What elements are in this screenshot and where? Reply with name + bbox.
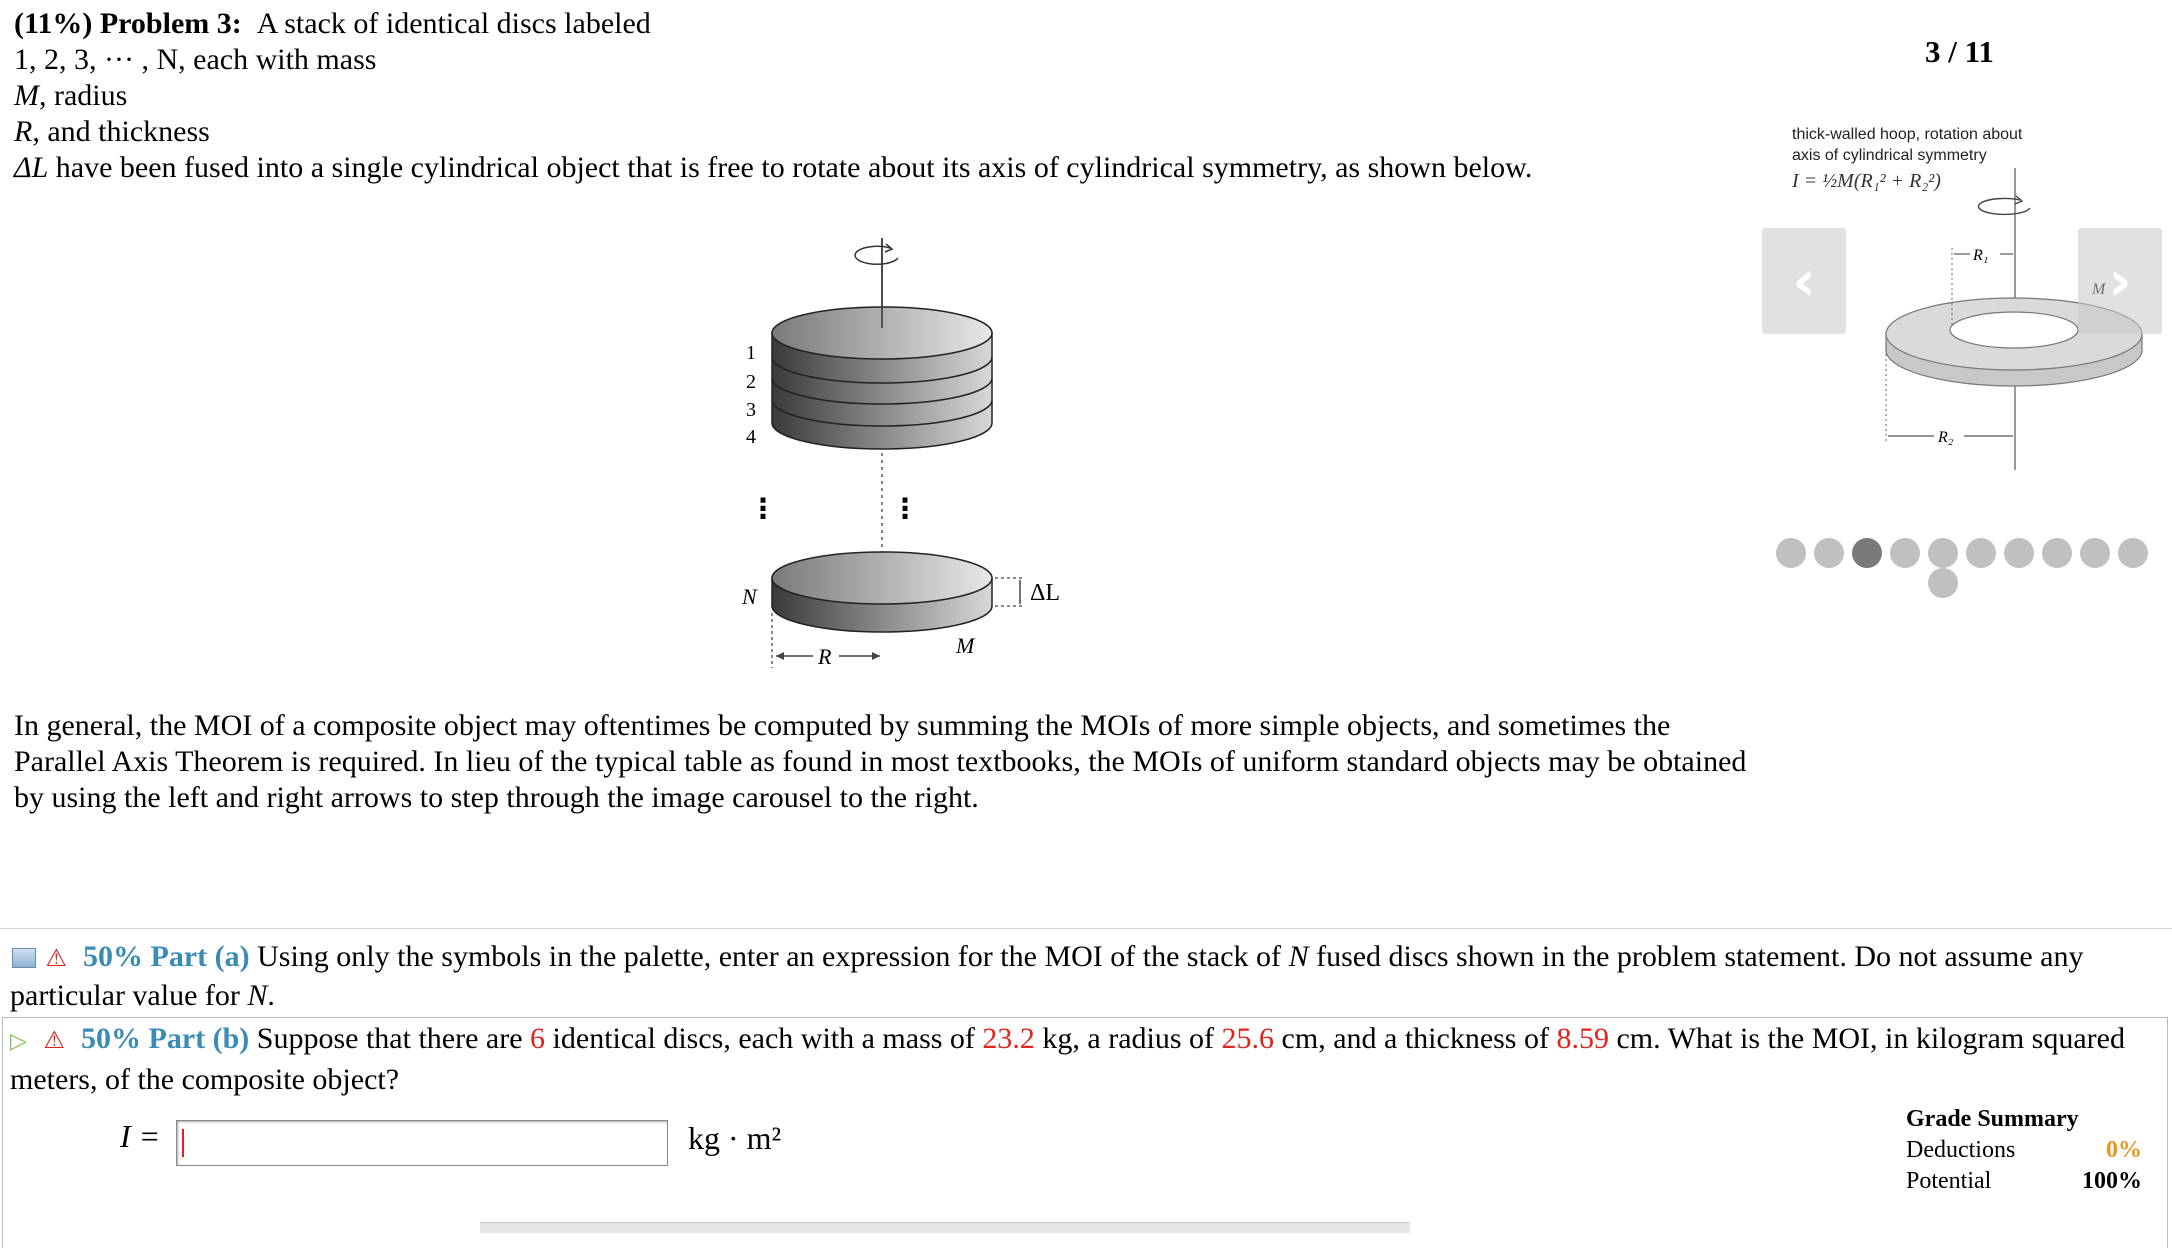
carousel-dot[interactable] <box>1928 538 1958 568</box>
thickness-label: ΔL <box>1030 580 1061 606</box>
carousel-dot[interactable] <box>1966 538 1996 568</box>
carousel-dot[interactable] <box>1890 538 1920 568</box>
problem-percent: (11%) <box>14 7 93 40</box>
grade-summary-title: Grade Summary <box>1906 1106 2079 1132</box>
part-b-text: identical discs, each with a mass of <box>552 1022 975 1055</box>
problem-intro: A stack of identical discs labeled <box>256 7 651 40</box>
disc-stack-top <box>772 307 992 449</box>
moi-image-carousel <box>1760 118 2170 608</box>
potential-label: Potential <box>1906 1168 1992 1194</box>
disc-n <box>772 552 992 632</box>
page-counter: 3 / 11 <box>1925 34 1994 69</box>
caption-line: thick-walled hoop, rotation about <box>1792 126 2023 143</box>
part-b-text: cm, and a thickness of <box>1281 1022 1549 1055</box>
caption-line: axis of cylindrical symmetry <box>1792 147 1987 164</box>
part-a-text-1: Using only the symbols in the palette, enter an expression for the MOI of the stack of <box>257 940 1282 973</box>
part-b-text: kg, a radius of <box>1042 1022 1215 1055</box>
vertical-dots: ⋮ <box>891 492 919 525</box>
disc-stack-figure <box>720 228 1100 678</box>
carousel-dot[interactable] <box>1852 538 1882 568</box>
carousel-dots <box>1760 538 2170 608</box>
potential-value: 100% <box>2082 1168 2142 1194</box>
potential-row <box>1906 1166 2142 1197</box>
disc-label-sequence: 1, 2, 3, ··· , N <box>14 43 179 76</box>
carousel-dot[interactable] <box>2118 538 2148 568</box>
carousel-dot[interactable] <box>1814 538 1844 568</box>
section-divider <box>0 928 2172 929</box>
warning-icon: ⚠ <box>45 944 68 972</box>
radius-value: 25.6 <box>1221 1022 1275 1055</box>
answer-label-text: I = <box>120 1118 161 1154</box>
warning-icon: ⚠ <box>43 1026 66 1054</box>
part-b-heading: 50% Part (b) <box>81 1022 250 1055</box>
vertical-dots: ⋮ <box>749 492 777 525</box>
carousel-formula: I = ½M(R₁² + R₂²) <box>1792 170 1941 192</box>
carousel-dot[interactable] <box>1928 568 1958 598</box>
disc-label: 3 <box>746 399 756 421</box>
carousel-dot[interactable] <box>2042 538 2072 568</box>
disc-count-value: 6 <box>530 1022 546 1055</box>
thickness-text: , and thickness <box>32 115 210 148</box>
part-b-text: Suppose that there are <box>256 1022 523 1055</box>
answer-input[interactable] <box>176 1120 668 1166</box>
mass-symbol: M <box>14 79 39 112</box>
problem-sentence-end: have been fused into a single cylindrical object that is free to rotate about its axis of cylindrical symmetry, as shown below. <box>55 151 1533 184</box>
mass-value: 23.2 <box>982 1022 1035 1055</box>
part-a <box>10 938 2160 1015</box>
period: . <box>267 979 275 1012</box>
answer-unit: kg · m² <box>688 1120 782 1156</box>
part-b-text: cm. What is the MOI, in kilogram squared meters, of the composite object? <box>10 1022 2125 1096</box>
part-a-heading: 50% Part (a) <box>83 940 250 973</box>
disc-label: 2 <box>746 371 756 393</box>
dimension-r-label: R <box>818 644 832 669</box>
carousel-prev-button[interactable]: ‹ <box>1762 228 1846 334</box>
disc-label: 4 <box>746 426 756 448</box>
answer-label <box>120 1118 160 1155</box>
disc-label: 1 <box>746 342 756 364</box>
disc-label: N <box>742 584 757 609</box>
deductions-value: 0% <box>2106 1137 2142 1163</box>
thickness-symbol: ΔL <box>14 151 49 184</box>
symbol-palette-toolbar[interactable] <box>480 1222 1410 1233</box>
carousel-dot[interactable] <box>1776 538 1806 568</box>
part-b <box>10 1020 2160 1099</box>
expand-arrow-icon[interactable]: ▷ <box>10 1029 27 1054</box>
deductions-label: Deductions <box>1906 1137 2016 1163</box>
problem-statement <box>14 6 1774 186</box>
symbol-n: N <box>247 979 268 1012</box>
general-moi-text: In general, the MOI of a composite object may oftentimes be computed by summing the MOIs of more simple objects, and sometimes the Parallel Axis Theorem is required. In lieu of the typical table as found in most textbooks, the MOIs of uniform standard objects may be obtained by using the left and right arrows to step through the image carousel to the right. <box>14 709 1747 814</box>
carousel-dot[interactable] <box>2004 538 2034 568</box>
radius-text: , radius <box>39 79 128 112</box>
radius-symbol: R <box>14 115 33 148</box>
carousel-next-button[interactable]: › <box>2078 228 2162 334</box>
each-with-mass-text: , each with mass <box>178 43 377 76</box>
text-caret <box>182 1129 184 1157</box>
problem-label: Problem 3: <box>99 7 242 40</box>
grade-summary <box>1906 1104 2142 1197</box>
mass-label: M <box>956 633 975 658</box>
carousel-dot[interactable] <box>2080 538 2110 568</box>
label-r2: R₂ <box>1938 429 1954 446</box>
deductions-row <box>1906 1135 2142 1166</box>
label-r1: R₁ <box>1973 247 1989 264</box>
collapse-toggle-icon[interactable] <box>12 948 36 968</box>
part-a-text-2: fused discs shown in the problem statement. Do not assume any particular value for <box>10 940 2084 1012</box>
symbol-n: N <box>1288 940 1309 973</box>
thickness-value: 8.59 <box>1556 1022 1609 1055</box>
